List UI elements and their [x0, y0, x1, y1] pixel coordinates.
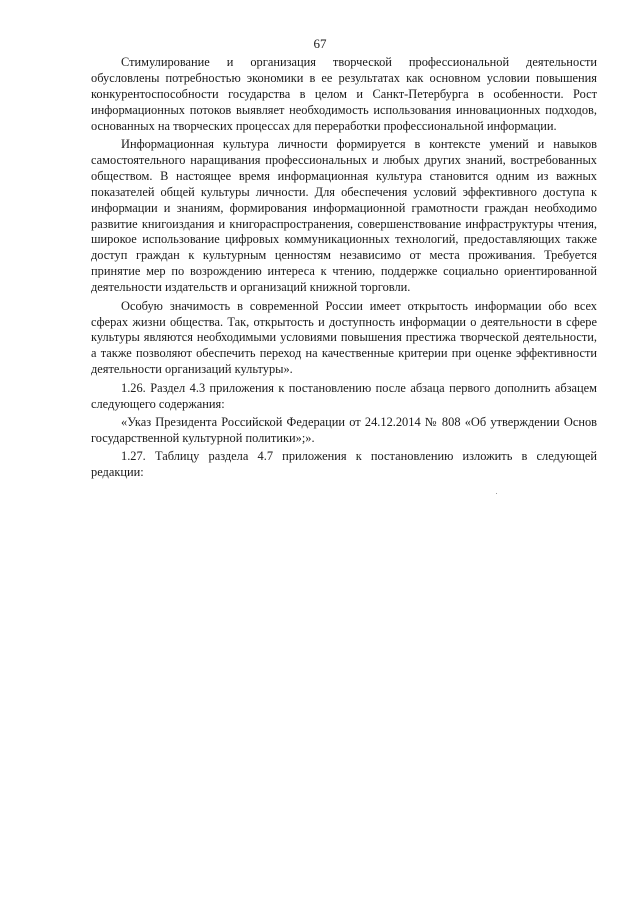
paragraph-information-openness: Особую значимость в современной России имеет открытость информации обо всех сферах жизни общества. Так, открытость и доступность информации о деятельности в сфере культуры являются необходимыми условиями повышения престижа творческой деятельности, а также позволяют обеспечить переход на качественные критерии при оценке эффективности деятельности организаций культуры».	[91, 298, 597, 377]
paragraph-decree-quote: «Указ Президента Российской Федерации от 24.12.2014 № 808 «Об утверждении Основ государственной культурной политики»;».	[91, 414, 597, 445]
page-number: 67	[313, 36, 327, 51]
scan-artifact-dot	[496, 493, 497, 494]
paragraph-item-1-27: 1.27. Таблицу раздела 4.7 приложения к постановлению изложить в следующей редакции:	[91, 449, 597, 480]
paragraph-item-1-26: 1.26. Раздел 4.3 приложения к постановлению после абзаца первого дополнить абзацем следующего содержания:	[91, 380, 597, 411]
document-body	[91, 55, 597, 481]
paragraph-information-culture: Информационная культура личности формируется в контексте умений и навыков самостоятельного наращивания профессиональных и любых других знаний, востребованных обществом. В настоящее время информационная культура становится одним из важных показателей общей культуры личности. Для обеспечения условий эффективного доступа к информации и знаниям, формирования информационной грамотности граждан необходимо развитие книгоиздания и книгораспространения, совершенствование инфраструктуры чтения, широкое использование цифровых коммуникационных технологий, предоставляющих также доступ граждан к культурным ценностям независимо от места проживания. Требуется принятие мер по возрождению интереса к чтению, поддержке социально ориентированной деятельности издательств и организаций книжной торговли.	[91, 137, 597, 295]
paragraph-creative-activity: Стимулирование и организация творческой профессиональной деятельности обусловлены потребностью экономики в ее результатах как основном условии повышения конкурентоспособности государства в целом и Санкт-Петербурга в особенности. Рост информационных потоков выявляет необходимость использования инновационных подходов, основанных на творческих процессах для переработки профессиональной информации.	[91, 55, 597, 133]
